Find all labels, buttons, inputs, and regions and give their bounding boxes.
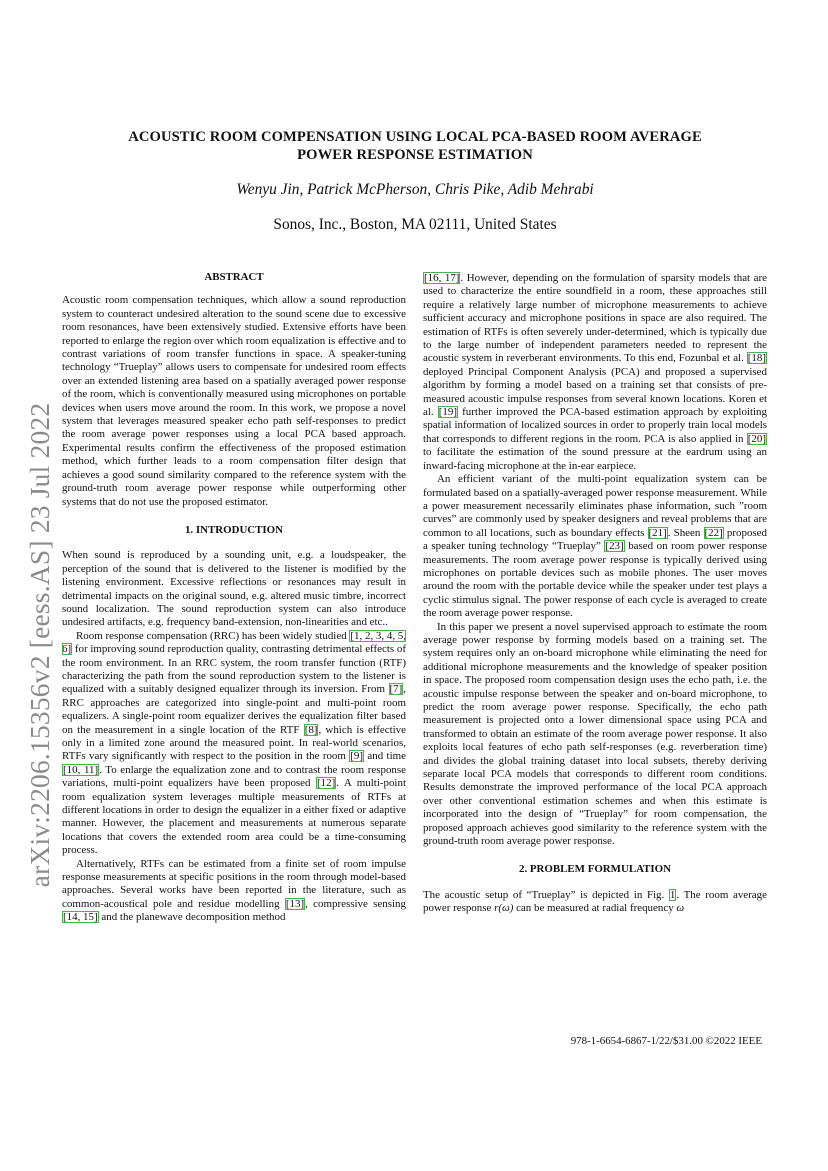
copyright-notice: 978-1-6654-6867-1/22/$31.00 ©2022 IEEE <box>570 1035 762 1047</box>
citation-link[interactable]: [14, 15] <box>63 911 98 924</box>
paper-title <box>62 128 768 164</box>
citation-link[interactable]: [1, 2, 3, 4, 5, 6] <box>62 629 407 656</box>
math-omega: ω <box>676 902 685 915</box>
citation-link[interactable]: [10, 11] <box>63 763 99 776</box>
author-list: Wenyu Jin, Patrick McPherson, Chris Pike, Adib Mehrabi <box>236 181 594 198</box>
citation-link[interactable]: [21] <box>648 526 667 539</box>
introduction-heading: 1. INTRODUCTION <box>184 523 284 536</box>
abstract-text: Acoustic room compensation techniques, which allow a sound reproduction system to counteract undesired alteration to the sound scene due to excessive room resonances, have been extensively studied. Extensive efforts have been reported to enlarge the region over which room equalization is effective and to contrast variations of room transfer functions in space. A speaker-tuning technology “Trueplay” allows users to compensate for undesired room effects over an extended listening area based on a spatially averaged power response of the room, which is conventionally measured using microphones on portable devices when users move around the room. In this work, we propose a novel system that leverages measured speaker echo path self-responses to predict the room average power responses using a local PCA based approach. Experimental results confirm the effectiveness of the proposed estimation method, which further leads to a room compensation filter design that achieves a good sound similarity compared to the reference system with the ground-truth room average power response while outperforming other systems that do not use the proposed estimator. <box>62 294 406 508</box>
problem-formulation-heading: 2. PROBLEM FORMULATION <box>519 863 671 876</box>
citation-link[interactable]: [18] <box>747 352 766 365</box>
citation-link[interactable]: [7] <box>389 683 403 696</box>
citation-link[interactable]: [20] <box>747 432 766 445</box>
abstract-heading: ABSTRACT <box>204 271 264 283</box>
intro-paragraph-3-cont: [16, 17]. However, depending on the formulation of sparsity models that are used to characterize the entire soundfield in a room, these approaches still require a relatively large number of microphone measurements to achieve sufficient accuracy and microphone positions in space are also required. The estimation of RTFs is often severely under-determined, which is typically due to the large number of independent parameters needed to represent the acoustic system in reverberant environments. To this end, Fozunbal et al. [18] deployed Principal Component Analysis (PCA) and proposed a supervised algorithm by forming a model based on a training set that consists of pre-measured acoustic impulse responses from several known locations. Koren et al. [19] further improved the PCA-based estimation approach by exploiting spatial information of localized sources in order to properly train local models that corresponds to different regions in the room. PCA is also applied in [20] to facilitate the estimation of the sound pressure at the eardrum using an inward-facing microphone at the in-ear earpiece. <box>423 272 767 472</box>
affiliation: Sonos, Inc., Boston, MA 02111, United States <box>273 216 557 233</box>
intro-paragraph-5: In this paper we present a novel supervised approach to estimate the room average power response by forming models based on a training set. The system requires only an on-board microphone while eliminating the need for additional microphone measurements and the knowledge of speaker position in space. The proposed room compensation design uses the echo path, i.e. the acoustic impulse response between the speaker and on-board microphone, to predict the room average power response. Specifically, the echo path measurement is projected onto a lower dimensional space using PCA and transformed to obtain an estimate of the room average power response. It also exploits local features of echo path self-responses (e.g. reverberation time) and divides the global training dataset into local subsets, thereby deriving separate local PCA models that corresponds to different room conditions. Results demonstrate the improved performance of the local PCA approach over other conventional estimation schemes and when this estimate is incorporated into the design of “Trueplay” for room compensation, the proposed approach achieves good similarity to the reference system with the ground-truth room average power response. <box>423 620 767 848</box>
citation-link[interactable]: [19] <box>438 406 458 419</box>
figure-reference-link[interactable]: 1 <box>669 888 676 901</box>
arxiv-identifier: arXiv:2206.15356v2 [eess.AS] 23 Jul 2022 <box>24 402 55 888</box>
left-column <box>62 271 406 925</box>
problem-paragraph-1: The acoustic setup of “Trueplay” is depicted in Fig. 1. The room average power response r(ω) can be measured at radial frequency ω <box>423 888 767 915</box>
intro-paragraph-2: Room response compensation (RRC) has been widely studied [1, 2, 3, 4, 5, 6] for improving sound reproduction quality, contrasting detrimental effects of the room environment. In an RRC system, the room transfer function (RTF) characterizing the path from the sound reproduction system to the listener is equalized with a suitably designed equalizer through its inversion. From [7], RRC approaches are categorized into single-point and multi-point room equalizers. A single-point room equalizer derives the equalization filter based on the measurement in a single location of the RTF [8], which is effective only in a limited zone around the measured point. In real-world scenarios, RTFs vary significantly with respect to the position in the room [9] and time [10, 11]. To enlarge the equalization zone and to contrast the room response variations, multi-point equalizers have been proposed [12]. A multi-point room equalization system leverages multiple measurements of RTFs at different locations in order to design the equalizer in a either fixed or adaptive manner. However, the placement and measurements at numerous separate locations that covers the extended room area could be a time-consuming process. <box>62 629 407 857</box>
intro-paragraph-4: An efficient variant of the multi-point equalization system can be formulated based on a spatially-averaged power response measurement. While a power measurement necessarily eliminates phase information, such ”room curves” are commonly used by speaker designers and reveal problems that are common to all locations, such as boundary effects [21]. Sheen [22] proposed a speaker tuning technology “Trueplay” [23] based on room power response measurements. The room average power response is typically derived using microphones on portable devices such as mobile phones. The user moves around the room with the portable device while the speaker under test plays a cyclic stimulus signal. The power response of each cycle is averaged to create the room average power response. <box>423 473 767 620</box>
title-line-1: ACOUSTIC ROOM COMPENSATION USING LOCAL PCA-BASED ROOM AVERAGE <box>128 129 702 145</box>
math-r-omega: r(ω) <box>494 902 514 915</box>
intro-paragraph-3-start: Alternatively, RTFs can be estimated from a finite set of room impulse response measurements at specific positions in the room through model-based approaches. Several works have been reported in the literature, such as common-acoustical pole and residue modelling [13], compressive sensing [14, 15] and the planewave decomposition method <box>62 857 406 924</box>
citation-link[interactable]: [12] <box>317 777 336 790</box>
title-line-2: POWER RESPONSE ESTIMATION <box>297 147 533 163</box>
citation-link[interactable]: [13] <box>285 897 305 910</box>
citation-link[interactable]: [9] <box>350 750 364 763</box>
intro-paragraph-1: When sound is reproduced by a sounding unit, e.g. a loudspeaker, the perception of the sound that is delivered to the listener is modified by the listening environment. Excessive reflections or resonances may result in detrimental impacts on the original sound, e.g. altered music timbre, incorrect sound localization. The sound reproduction system can also introduce undesired artifacts, e.g. frequency band-extension, non-linearities and etc.. <box>62 549 406 629</box>
citation-link[interactable]: [23] <box>605 540 624 553</box>
citation-link[interactable]: [8] <box>304 723 318 736</box>
arxiv-sidebar <box>14 365 66 925</box>
citation-link[interactable]: [16, 17] <box>424 272 460 284</box>
right-column <box>423 272 767 916</box>
citation-link[interactable]: [22] <box>704 526 723 539</box>
